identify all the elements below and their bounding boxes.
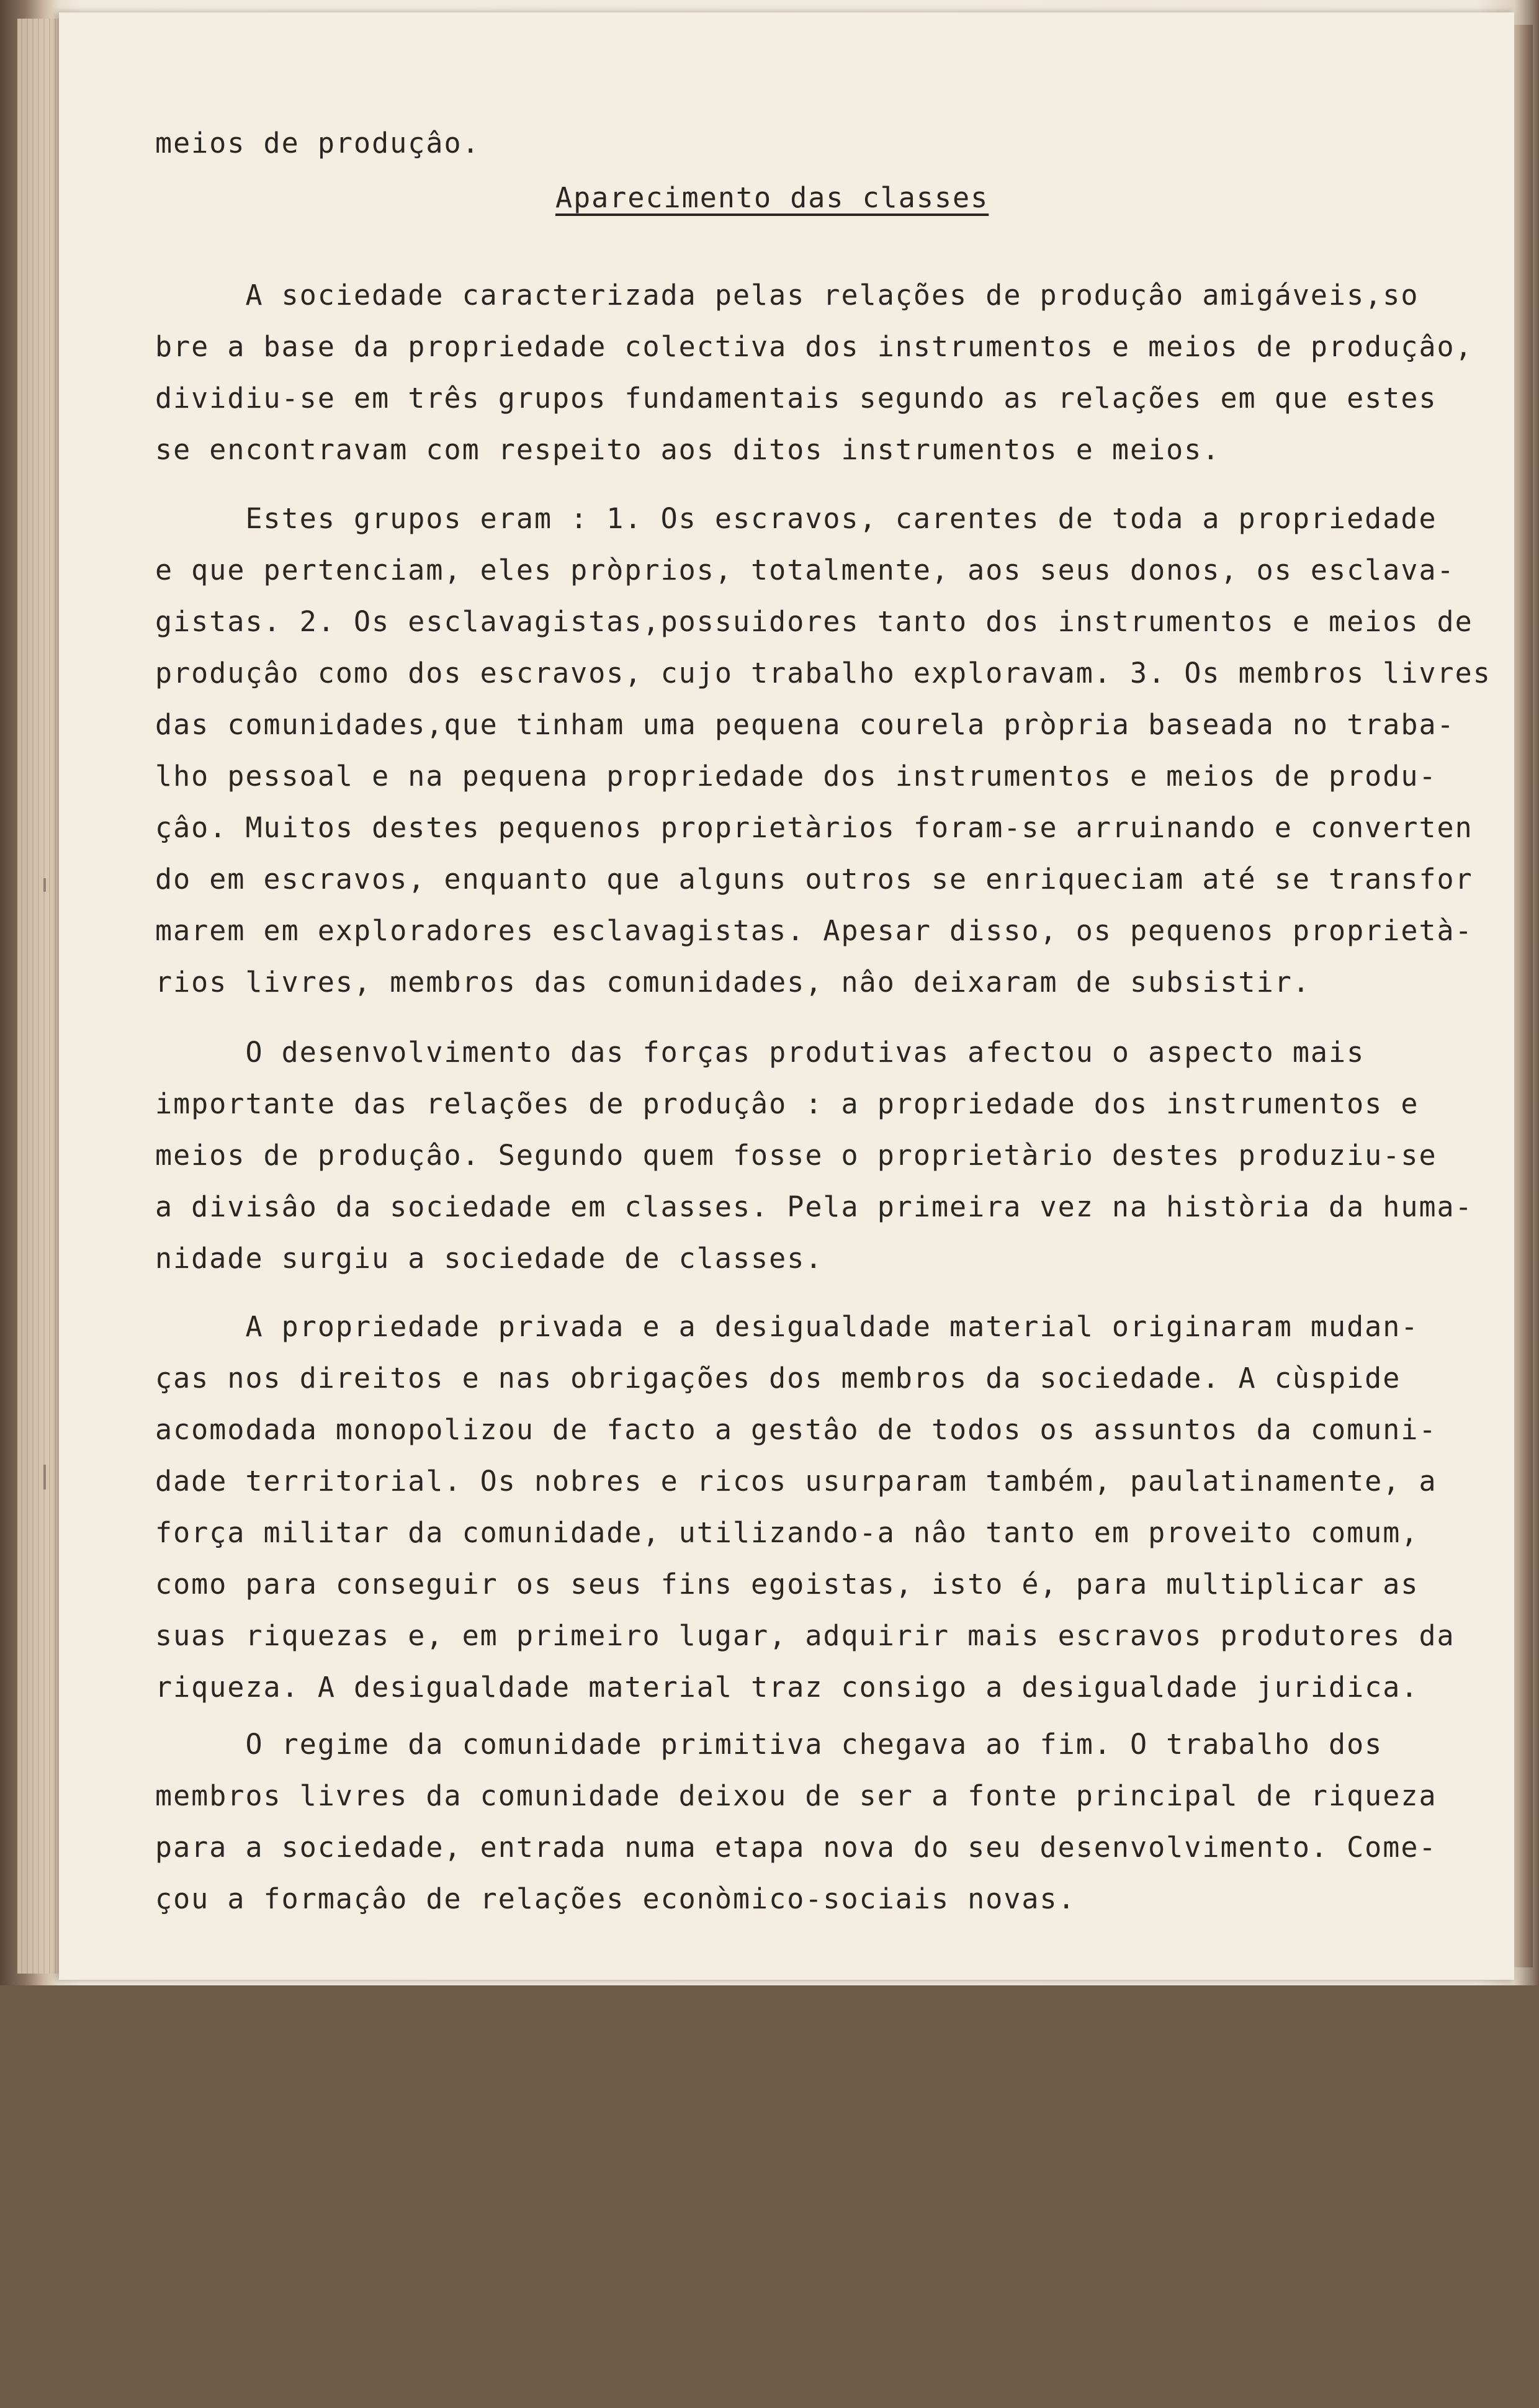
paragraph-line: para a sociedade, entrada numa etapa nova do seu desenvolvimento. Come-: [155, 1831, 1437, 1864]
margin-mark: [43, 878, 46, 892]
paragraph-line: força militar da comunidade, utilizando-a nâo tanto em proveito comum,: [155, 1516, 1419, 1549]
typewritten-page: [59, 12, 1514, 1980]
paragraph-line: lho pessoal e na pequena propriedade dos instrumentos e meios de produ-: [155, 760, 1437, 793]
paragraph-line: produçâo como dos escravos, cujo trabalho exploravam. 3. Os membros livres: [155, 657, 1491, 690]
document-body: [155, 118, 1491, 2408]
paragraph-line: O desenvolvimento das forças produtivas afectou o aspecto mais: [155, 1036, 1365, 1069]
paragraph-line: dividiu-se em três grupos fundamentais segundo as relações em que estes: [155, 382, 1437, 415]
section-heading: Aparecimento das classes: [555, 181, 989, 214]
paragraph-line: dade territorial. Os nobres e ricos usurparam também, paulatinamente, a: [155, 1465, 1437, 1498]
binding-edge-right: [1514, 25, 1533, 1967]
paragraph-line: acomodada monopolizou de facto a gestâo de todos os assuntos da comuni-: [155, 1413, 1437, 1446]
paragraph-line: çou a formaçâo de relações econòmico-sociais novas.: [155, 1882, 1076, 1915]
margin-mark: [43, 1465, 46, 1489]
paragraph-line: O regime da comunidade primitiva chegava ao fim. O trabalho dos: [155, 1728, 1383, 1761]
paragraph-line: e que pertenciam, eles pròprios, totalmente, aos seus donos, os esclava-: [155, 554, 1455, 586]
paragraph-line: meios de produçâo. Segundo quem fosse o proprietàrio destes produziu-se: [155, 1139, 1437, 1172]
paragraph-line: A propriedade privada e a desigualdade material originaram mudan-: [155, 1310, 1419, 1343]
paragraph-line: gistas. 2. Os esclavagistas,possuidores tanto dos instrumentos e meios de: [155, 605, 1473, 638]
paragraph-line: marem em exploradores esclavagistas. Apesar disso, os pequenos proprietà-: [155, 914, 1473, 947]
paragraph-line: çâo. Muitos destes pequenos proprietàrios foram-se arruinando e converten: [155, 811, 1473, 844]
paragraph-line: bre a base da propriedade colectiva dos instrumentos e meios de produçâo,: [155, 330, 1473, 363]
opening-line: meios de produçâo.: [155, 127, 480, 159]
paragraph-line: a divisâo da sociedade em classes. Pela primeira vez na història da huma-: [155, 1190, 1473, 1223]
paragraph-line: do em escravos, enquanto que alguns outros se enriqueciam até se transfor: [155, 863, 1473, 896]
paragraph-line: membros livres da comunidade deixou de ser a fonte principal de riqueza: [155, 1779, 1437, 1812]
paragraph-line: ças nos direitos e nas obrigações dos membros da sociedade. A cùspide: [155, 1362, 1401, 1395]
paragraph-line: riqueza. A desigualdade material traz consigo a desigualdade juridica.: [155, 1671, 1419, 1704]
paragraph-line: Estes grupos eram : 1. Os escravos, carentes de toda a propriedade: [155, 502, 1437, 535]
page-stack-edges: [17, 19, 61, 1974]
paragraph-line: como para conseguir os seus fins egoistas, isto é, para multiplicar as: [155, 1568, 1419, 1601]
paragraph-line: das comunidades,que tinham uma pequena courela pròpria baseada no traba-: [155, 708, 1455, 741]
paragraph-line: importante das relações de produçâo : a propriedade dos instrumentos e: [155, 1087, 1419, 1120]
paragraph-line: rios livres, membros das comunidades, nâo deixaram de subsistir.: [155, 966, 1311, 999]
paragraph-line: A sociedade caracterizada pelas relações de produçâo amigáveis,so: [155, 279, 1419, 312]
paragraph-line: suas riquezas e, em primeiro lugar, adquirir mais escravos produtores da: [155, 1619, 1455, 1652]
paragraph-line: nidade surgiu a sociedade de classes.: [155, 1242, 823, 1275]
paragraph-line: se encontravam com respeito aos ditos instrumentos e meios.: [155, 433, 1221, 466]
